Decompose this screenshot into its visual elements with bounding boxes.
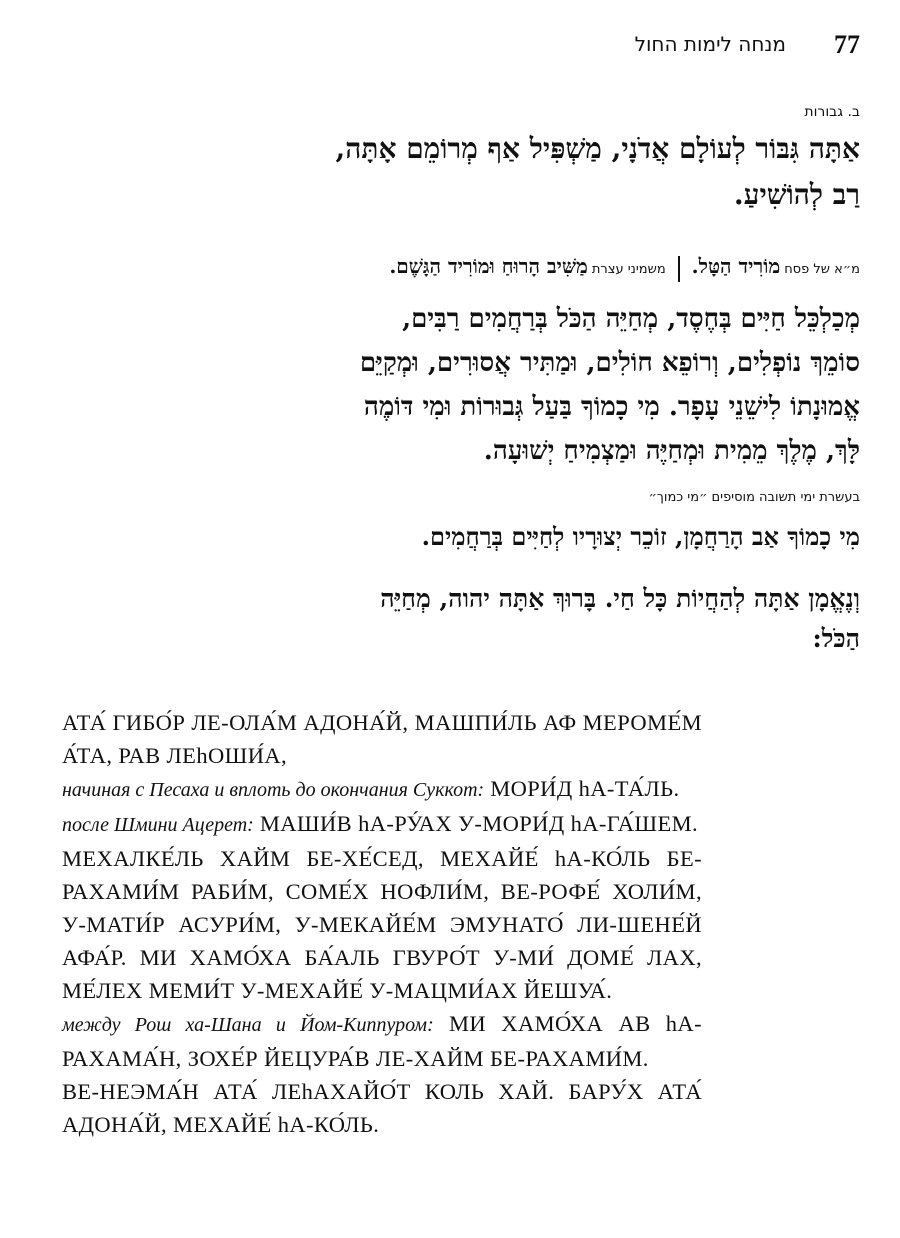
translit-note-summer: начиная с Песаха и вплоть до окончания Суккот: [62, 779, 485, 801]
page-header [580, 30, 860, 66]
gevurot-line-1: אַתָּה גִּבּוֹר לְעוֹלָם אֲדֹנָי, מַשְׁפִּיל אַף מְרוֹמֵם אָתָּה, [335, 132, 860, 165]
section-label: ב. גבורות [804, 104, 860, 120]
winter-label: משמיני עצרת [591, 262, 666, 277]
translit-note-winter: после Шмини Ацерет: [62, 814, 254, 836]
translit-paragraph-5 [62, 1007, 702, 1075]
gevurot-line-2: רַב לְהוֹשִׁיעַ. [733, 178, 860, 211]
mechalkel-line-3: אֱמוּנָתוֹ לִישֵׁנֵי עָפָר. מִי כָמוֹךָ בַּעַל גְּבוּרוֹת וּמִי דּוֹמֶה [363, 392, 860, 422]
summer-text: מוֹרִיד הַטָּל. [691, 254, 781, 278]
neeman-line-2: הַכֹּל: [812, 624, 860, 653]
translit-note-teshuvah: между Рош ха-Шана и Йом-Киппуром: [62, 1014, 434, 1036]
mechalkel-line-1: מְכַלְכֵּל חַיִּים בְּחֶסֶד, מְחַיֵּה הַכֹּל בְּרַחֲמִים רַבִּים, [402, 304, 860, 334]
neeman-line-1: וְנֶאֱמָן אַתָּה לְהַחֲיוֹת כָּל חַי. בָּרוּךְ אַתָּה יהוה, מְחַיֵּה [380, 584, 860, 613]
season-variants [389, 254, 860, 282]
summer-label: מ״א של פסח [784, 262, 860, 277]
translit-summer-text: МОРИ́Д hА-ТА́ЛЬ. [490, 776, 680, 801]
translit-paragraph-3 [62, 807, 702, 842]
translit-winter-text: МАШИ́В hА-РУ́АХ У-МОРИ́Д hА-ГА́ШЕМ. [259, 811, 699, 836]
transliteration-block [62, 706, 702, 1141]
translit-mi-chamocha: МИ ХАМО́ХА АВ hА-РАХАМА́Н, ЗОХЕ́Р ЙЕЦУРА́В ЛЕ-ХАЙМ БЕ-РАХАМИ́М. [62, 1011, 702, 1071]
mi-chamocha: מִי כָמוֹךָ אַב הָרַחֲמָן, זוֹכֵר יְצוּרָיו לְחַיִּים בְּרַחֲמִים. [421, 522, 860, 551]
teshuvah-rubric: בעשרת ימי תשובה מוסיפים ״מי כמוך״ [648, 490, 860, 505]
translit-paragraph-6: ВЕ-НЕЭМА́Н АТА́ ЛЕhАХАЙО́Т КОЛЬ ХАЙ. БАРУ́Х АТА́ АДОНА́Й, МЕХАЙЕ́ hА-КО́ЛЬ. [62, 1079, 702, 1137]
mechalkel-line-4: לָּךְ, מֶלֶךְ מֵמִית וּמְחַיֶּה וּמַצְמִיחַ יְשׁוּעָה. [483, 436, 860, 466]
mechalkel-line-2: סוֹמֵךְ נוֹפְלִים, וְרוֹפֵא חוֹלִים, וּמַתִּיר אֲסוּרִים, וּמְקַיֵּם [359, 348, 860, 378]
translit-paragraph-1: АТА́ ГИБО́Р ЛЕ-ОЛА́М АДОНА́Й, МАШПИ́ЛЬ АФ МЕРОМЕ́М А́ТА, РАВ ЛЕhОШИ́А, [62, 710, 702, 768]
winter-text: מַשִּׁיב הָרוּחַ וּמוֹרִיד הַגָּשֶׁם. [389, 254, 588, 278]
running-title: מנחה לימות החול [634, 32, 786, 56]
variant-separator [678, 256, 680, 282]
translit-paragraph-2 [62, 772, 702, 807]
page-number: 77 [834, 30, 860, 59]
translit-paragraph-4: МЕХАЛКЕ́ЛЬ ХАЙМ БЕ-ХЕ́СЕД, МЕХАЙЕ́ hА-КО́ЛЬ БЕ-РАХАМИ́М РАБИ́М, СОМЕ́Х НОФЛИ́М, ВЕ-РОФЕ́ ХОЛИ́М, У-МАТИ́Р АСУРИ́М, У-МЕКАЙЕ́М ЭМУНАТО́ ЛИ-ШЕНЕ́Й АФА́Р. МИ ХАМО́ХА БА́АЛЬ ГВУРО́Т У-МИ́ ДОМЕ́ ЛАХ, МЕ́ЛЕХ МЕМИ́Т У-МЕХАЙЕ́ У-МАЦМИ́АХ ЙЕШУА́. [62, 846, 702, 1003]
